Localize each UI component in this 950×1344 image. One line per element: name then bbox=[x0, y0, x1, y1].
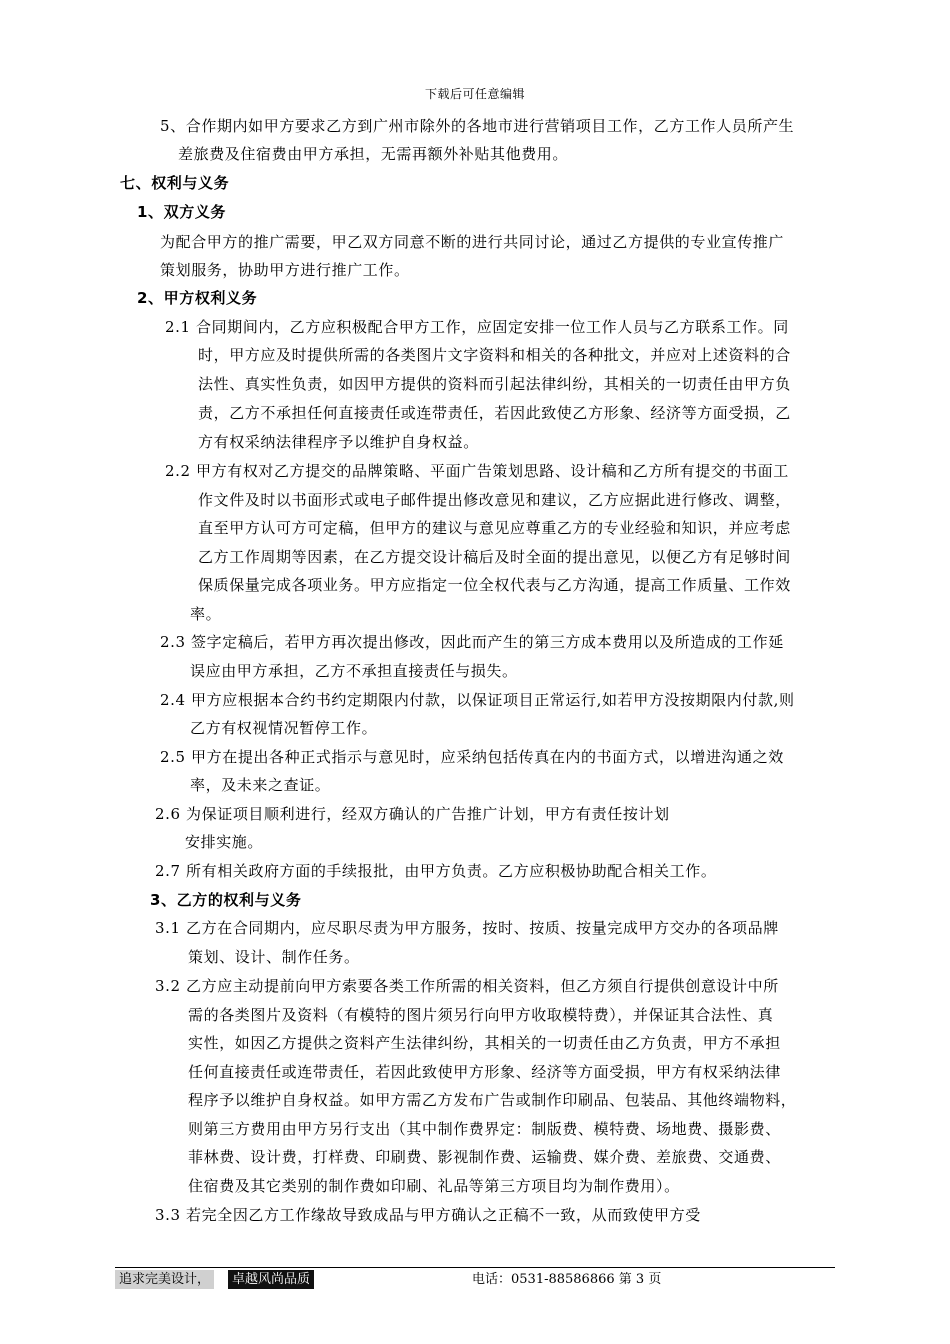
body-line: 作文件及时以书面形式或电子邮件提出修改意见和建议，乙方应据此进行修改、调整， bbox=[198, 491, 791, 509]
section-heading: 七、权利与义务 bbox=[120, 174, 230, 192]
body-line: 程序予以维护自身权益。如甲方需乙方发布广告或制作印刷品、包装品、其他终端物料， bbox=[188, 1091, 797, 1109]
body-line: 直至甲方认可方可定稿，但甲方的建议与意见应尊重乙方的专业经验和知识，并应考虑 bbox=[198, 519, 791, 537]
subsection-heading: 2、甲方权利义务 bbox=[137, 289, 258, 307]
body-line: 5、合作期内如甲方要求乙方到广州市除外的各地市进行营销项目工作，乙方工作人员所产生 bbox=[160, 117, 795, 135]
body-line: 2.3 签字定稿后，若甲方再次提出修改，因此而产生的第三方成本费用以及所造成的工作延 bbox=[160, 633, 784, 651]
body-line: 需的各类图片及资料（有模特的图片须另行向甲方收取模特费），并保证其合法性、真 bbox=[188, 1006, 774, 1024]
body-line: 2.6 为保证项目顺利进行，经双方确认的广告推广计划，甲方有责任按计划 bbox=[155, 805, 670, 823]
body-line: 为配合甲方的推广需要，甲乙双方同意不断的进行共同讨论，通过乙方提供的专业宣传推广 bbox=[160, 233, 785, 251]
body-line: 安排实施。 bbox=[185, 833, 264, 851]
body-line: 方有权采纳法律程序予以维护自身权益。 bbox=[198, 433, 479, 451]
body-line: 3.2 乙方应主动提前向甲方索要各类工作所需的相关资料，但乙方须自行提供创意设计中所 bbox=[155, 977, 779, 995]
body-line: 法性、真实性负责，如因甲方提供的资料而引起法律纠纷，其相关的一切责任由甲方负 bbox=[198, 375, 791, 393]
body-line: 2.4 甲方应根据本合约书约定期限内付款，以保证项目正常运行,如若甲方没按期限内付款,则 bbox=[160, 691, 795, 709]
subsection-heading: 1、双方义务 bbox=[137, 203, 227, 221]
body-line: 率，及未来之查证。 bbox=[190, 776, 331, 794]
body-line: 3.1 乙方在合同期内，应尽职尽责为甲方服务，按时、按质、按量完成甲方交办的各项品牌 bbox=[155, 919, 779, 937]
subsection-heading: 3、乙方的权利与义务 bbox=[150, 891, 302, 909]
body-line: 策划、设计、制作任务。 bbox=[188, 948, 360, 966]
body-line: 2.1 合同期间内，乙方应积极配合甲方工作，应固定安排一位工作人员与乙方联系工作。同 bbox=[165, 318, 789, 336]
body-line: 乙方工作周期等因素，在乙方提交设计稿后及时全面的提出意见，以便乙方有足够时间 bbox=[198, 548, 791, 566]
body-line: 率。 bbox=[190, 605, 222, 623]
body-line: 则第三方费用由甲方另行支出（其中制作费界定：制版费、模特费、场地费、摄影费、 bbox=[188, 1120, 781, 1138]
body-line: 乙方有权视情况暂停工作。 bbox=[190, 719, 378, 737]
footer-slogan-left: 追求完美设计， bbox=[115, 1270, 214, 1289]
footer-slogan-right: 卓越风尚品质 bbox=[228, 1270, 314, 1289]
body-line: 误应由甲方承担，乙方不承担直接责任与损失。 bbox=[190, 662, 518, 680]
body-line: 时，甲方应及时提供所需的各类图片文字资料和相关的各种批文，并应对上述资料的合 bbox=[198, 346, 791, 364]
body-line: 实性，如因乙方提供之资料产生法律纠纷，其相关的一切责任由乙方负责，甲方不承担 bbox=[188, 1034, 781, 1052]
body-line: 责，乙方不承担任何直接责任或连带责任，若因此致使乙方形象、经济等方面受损，乙 bbox=[198, 404, 791, 422]
body-line: 任何直接责任或连带责任，若因此致使甲方形象、经济等方面受损，甲方有权采纳法律 bbox=[188, 1063, 781, 1081]
body-line: 菲林费、设计费，打样费、印刷费、影视制作费、运输费、媒介费、差旅费、交通费、 bbox=[188, 1148, 781, 1166]
page-header: 下载后可任意编辑 bbox=[424, 87, 525, 101]
body-line: 2.5 甲方在提出各种正式指示与意见时，应采纳包括传真在内的书面方式，以增进沟通之效 bbox=[160, 748, 784, 766]
footer-rule bbox=[115, 1267, 835, 1268]
body-line: 2.2 甲方有权对乙方提交的品牌策略、平面广告策划思路、设计稿和乙方所有提交的书面工 bbox=[165, 462, 789, 480]
body-line: 3.3 若完全因乙方工作缘故导致成品与甲方确认之正稿不一致，从而致使甲方受 bbox=[155, 1206, 701, 1224]
body-line: 策划服务，协助甲方进行推广工作。 bbox=[160, 261, 410, 279]
body-line: 2.7 所有相关政府方面的手续报批，由甲方负责。乙方应积极协助配合相关工作。 bbox=[155, 862, 717, 880]
body-line: 差旅费及住宿费由甲方承担，无需再额外补贴其他费用。 bbox=[178, 145, 569, 163]
footer-contact: 电话：0531-88586866 第 3 页 bbox=[472, 1272, 662, 1287]
body-line: 住宿费及其它类别的制作费如印刷、礼品等第三方项目均为制作费用）。 bbox=[188, 1177, 680, 1195]
body-line: 保质保量完成各项业务。甲方应指定一位全权代表与乙方沟通，提高工作质量、工作效 bbox=[198, 576, 791, 594]
